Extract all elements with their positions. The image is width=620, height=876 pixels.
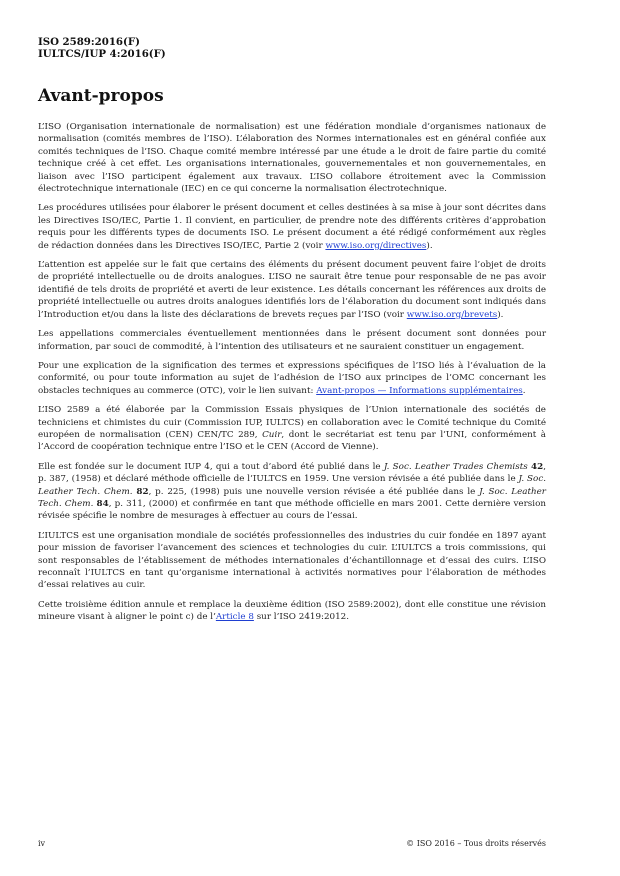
iultcs-number: IULTCS/IUP 4:2016(F) [38,48,166,60]
page-footer [38,839,546,848]
document-header [38,36,166,60]
paragraph-history: Elle est fondée sur le document IUP 4, qui a tout d’abord été publié dans le J. Soc. Leather Trades Chemists 42, p. 387, (1958) et déclaré méthode officielle de l’IULTCS en 1959. Une version révisée a été publiée dans le J. Soc. Leather Tech. Chem. 82, p. 225, (1998) puis une nouvelle version révisée a été publiée dans le J. Soc. Leather Tech. Chem. 84, p. 311, (2000) et confirmée en tant que méthode officielle en mars 2001. Cette dernière version révisée spécifie le nombre de mesurages à effectuer au cours de l’essai. [38,461,547,522]
paragraph-committee: L’ISO 2589 a été élaborée par la Commission Essais physiques de l’Union internationale des sociétés de techniciens et chimistes du cuir (Commission IUP, IULTCS) en collaboration avec le Comité technique du Comité européen de normalisation (CEN) CEN/TC 289, Cuir, dont le secrétariat est tenu par l’UNI, conformément à l’Accord de coopération technique entre l’ISO et le CEN (Accord de Vienne). [38,405,547,453]
paragraph-iultcs: L’IULTCS est une organisation mondiale de sociétés professionnelles des industries du cuir fondée en 1897 ayant pour mission de favoriser l’avancement des sciences et technologies du cuir. L’IULTCS a trois commissions, qui sont responsables de l’établissement de méthodes internationales d’échantillonnage et d’essai des cuirs. L’ISO reconnaît l’IULTCS en tant qu’organisme international à activités normatives pour l’élaboration de méthodes d’essai relatives au cuir. [38,530,546,591]
paragraph-procedures: Les procédures utilisées pour élaborer le présent document et celles destinées à sa mise à jour sont décrites dans les Directives ISO/IEC, Partie 1. Il convient, en particulier, de prendre note des différents critères d’approbation requis pour les différents types de documents ISO. Le présent document a été rédigé conformément aux règles de rédaction données dans les Directives ISO/IEC, Partie 2 (voir www.iso.org/directives). [38,203,546,251]
copyright-notice: © ISO 2016 – Tous droits réservés [406,839,546,848]
link-iso-patents[interactable]: www.iso.org/brevets [406,309,498,320]
paragraph-patents: L’attention est appelée sur le fait que certains des éléments du présent document peuvent faire l’objet de droits de propriété intellectuelle ou de droits analogues. L’ISO ne saurait être tenue pour responsable de ne pas avoir identifié de tels droits de propriété et averti de leur existence. Les détails concernant les références aux droits de propriété intellectuelle ou autres droits analogues identifiés lors de l’élaboration du document sont indiqués dans l’Introduction et/ou dans la liste des déclarations de brevets reçues par l’ISO (voir www.iso.org/brevets). [38,260,546,320]
link-foreword-info[interactable]: Avant-propos — Informations supplémentaires [316,385,523,396]
foreword-body [38,121,546,631]
page-title: Avant-propos [38,86,164,106]
paragraph-iso-intro: L’ISO (Organisation internationale de normalisation) est une fédération mondiale d’organismes nationaux de normalisation (comités membres de l’ISO). L’élaboration des Normes internationales est en général confiée aux comités techniques de l’ISO. Chaque comité membre intéressé par une étude a le droit de faire partie du comité technique créé à cet effet. Les organisations internationales, gouvernementales et non gouvernementales, en liaison avec l’ISO participent également aux travaux. L’ISO collabore étroitement avec la Commission électrotechnique internationale (IEC) en ce qui concerne la normalisation électrotechnique. [38,122,546,195]
link-article-8[interactable]: Article 8 [215,612,254,623]
paragraph-conformity: Pour une explication de la signification des termes et expressions spécifiques de l’ISO liés à l’évaluation de la conformité, ou pour toute information au sujet de l’adhésion de l’ISO aux principes de l’OMC concernant les obstacles techniques au commerce (OTC), voir le lien suivant: Avant-propos — Informations supplémentaires. [38,360,546,396]
page-number: iv [38,839,46,848]
paragraph-trade-names: Les appellations commerciales éventuellement mentionnées dans le présent document sont données pour information, par souci de commodité, à l’intention des utilisateurs et ne sauraient constituer un engagement. [38,329,546,352]
paragraph-edition: Cette troisième édition annule et remplace la deuxième édition (ISO 2589:2002), dont elle constitue une révision mineure visant à aligner le point c) de l’Article 8 sur l’ISO 2419:2012. [38,599,546,623]
link-iso-directives[interactable]: www.iso.org/directives [325,240,427,251]
standard-number: ISO 2589:2016(F) [38,36,140,48]
